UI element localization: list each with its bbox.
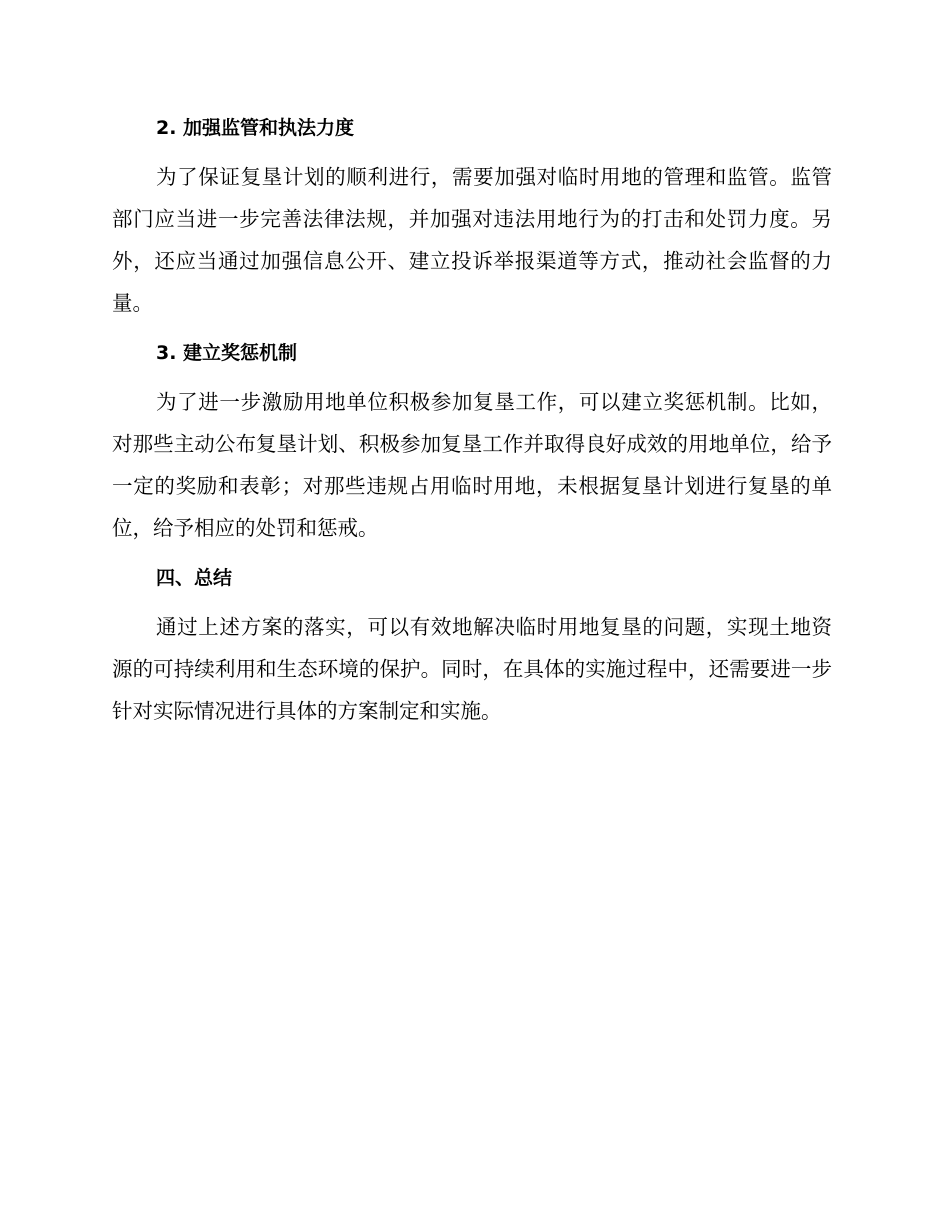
- section-heading-supervision: 2. 加强监管和执法力度: [156, 117, 355, 139]
- section-paragraph-supervision: 为了保证复垦计划的顺利进行，需要加强对临时用地的管理和监管。监管部门应当进一步完善法律法规，并加强对违法用地行为的打击和处罚力度。另外，还应当通过加强信息公开、建立投诉举报渠道等方式，推动社会监督的力量。: [112, 165, 832, 315]
- section-heading-summary: 四、总结: [156, 567, 233, 589]
- section-paragraph-summary: 通过上述方案的落实，可以有效地解决临时用地复垦的问题，实现土地资源的可持续利用和生态环境的保护。同时，在具体的实施过程中，还需要进一步针对实际情况进行具体的方案制定和实施。: [112, 615, 832, 723]
- section-heading-reward-punishment: 3. 建立奖惩机制: [156, 342, 298, 364]
- document-body: [112, 108, 832, 732]
- section-paragraph-reward-punishment: 为了进一步激励用地单位积极参加复垦工作，可以建立奖惩机制。比如，对那些主动公布复垦计划、积极参加复垦工作并取得良好成效的用地单位，给予一定的奖励和表彰；对那些违规占用临时用地，未根据复垦计划进行复垦的单位，给予相应的处罚和惩戒。: [112, 390, 832, 540]
